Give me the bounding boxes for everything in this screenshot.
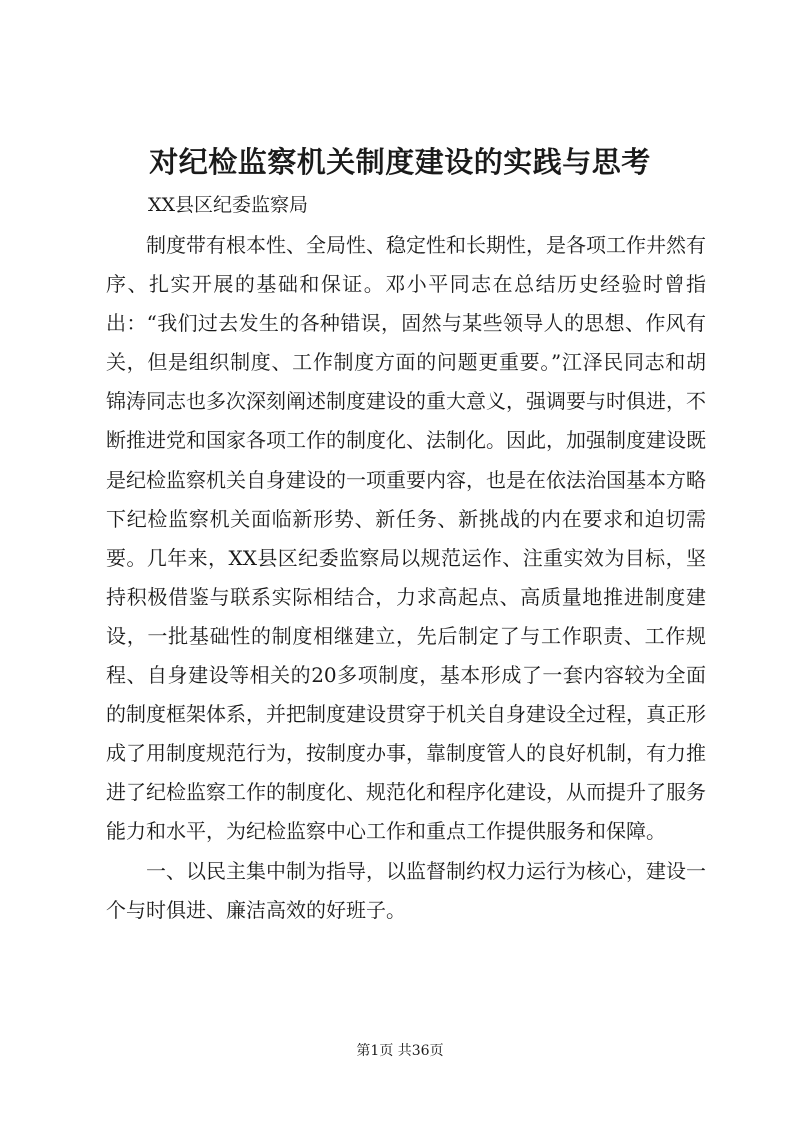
author-line: XX县区纪委监察局 [148, 194, 309, 216]
page-number: 第1页 共36页 [356, 1043, 444, 1059]
page-footer [0, 1040, 800, 1062]
body-paragraph: 一、以民主集中制为指导，以监督制约权力运行为核心，建设一个与时俱进、廉洁高效的好班子。 [106, 858, 706, 922]
body-paragraph: 制度带有根本性、全局性、稳定性和长期性，是各项工作井然有序、扎实开展的基础和保证。邓小平同志在总结历史经验时曾指出：“我们过去发生的各种错误，固然与某些领导人的思想、作风有关，但是组织制度、工作制度方面的问题更重要。”江泽民同志和胡锦涛同志也多次深刻阐述制度建设的重大意义，强调要与时俱进，不断推进党和国家各项工作的制度化、法制化。因此，加强制度建设既是纪检监察机关自身建设的一项重要内容，也是在依法治国基本方略下纪检监察机关面临新形势、新任务、新挑战的内在要求和迫切需要。几年来，XX县区纪委监察局以规范运作、注重实效为目标，坚持积极借鉴与联系实际相结合，力求高起点、高质量地推进制度建设，一批基础性的制度相继建立，先后制定了与工作职责、工作规程、自身建设等相关的20多项制度，基本形成了一套内容较为全面的制度框架体系，并把制度建设贯穿于机关自身建设全过程，真正形成了用制度规范行为，按制度办事，靠制度管人的良好机制，有力推进了纪检监察工作的制度化、规范化和程序化建设，从而提升了服务能力和水平，为纪检监察中心工作和重点工作提供服务和保障。 [106, 233, 706, 844]
document-title: 对纪检监察机关制度建设的实践与思考 [149, 145, 651, 179]
document-body [106, 226, 706, 930]
